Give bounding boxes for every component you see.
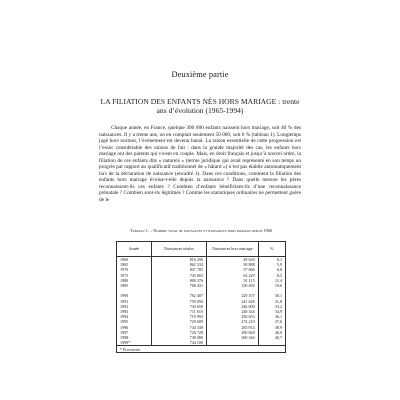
cell-out-of-wedlock: 91 115 [207, 278, 259, 283]
cell-percent: 31,8 [258, 299, 285, 304]
table-caption-lead: Tableau 1. [129, 228, 150, 233]
cell-total-births: 768 431 [151, 283, 206, 288]
cell-out-of-wedlock: 285 914 [207, 325, 259, 330]
cell-year: 1998 [117, 335, 152, 340]
cell-out-of-wedlock: 49 630 [207, 257, 259, 263]
table-caption [108, 228, 294, 233]
cell-year: 1997 [117, 330, 152, 335]
cell-total-births: 759 056 [151, 299, 206, 304]
cell-out-of-wedlock: 274 210 [207, 319, 259, 324]
cell-percent: 30,1 [258, 293, 285, 298]
cell-out-of-wedlock: 246 000 [207, 304, 259, 309]
cell-out-of-wedlock: 63 429 [207, 273, 259, 278]
cell-percent: 38,9 [258, 325, 285, 330]
cell-total-births: 847 785 [151, 267, 206, 272]
cell-total-births: 710 993 [151, 314, 206, 319]
part-heading: Deuxième partie [171, 70, 229, 79]
cell-total-births: 743 658 [151, 304, 206, 309]
cell-out-of-wedlock: 57 666 [207, 267, 259, 272]
chapter-title: LA FILIATION DES ENFANTS NÉS HORS MARIAGE : trente ans d’évolution (1965-1994) [100, 97, 300, 115]
cell-year: 1995 [117, 319, 152, 324]
cell-percent: 11,4 [258, 278, 285, 283]
cell-total-births: 762 407 [151, 293, 206, 298]
cell-percent: 40,0 [258, 330, 285, 335]
table-header-row [117, 242, 286, 257]
cell-percent: 33,2 [258, 304, 285, 309]
cell-out-of-wedlock: 150 492 [207, 283, 259, 288]
cell-year: 1990 [117, 293, 152, 298]
cell-year: 1991 [117, 299, 152, 304]
cell-year: 1999* [117, 340, 152, 346]
header-year: Année [117, 242, 152, 257]
cell-out-of-wedlock: 229 107 [207, 293, 259, 298]
cell-out-of-wedlock: 50 888 [207, 262, 259, 267]
cell-percent: 8,5 [258, 273, 285, 278]
cell-year: 1975 [117, 273, 152, 278]
births-table [116, 241, 286, 353]
cell-percent: 37,6 [258, 319, 285, 324]
cell-out-of-wedlock: 256 653 [207, 314, 259, 319]
cell-total-births: 738 080 [151, 335, 206, 340]
cell-year: 1993 [117, 309, 152, 314]
cell-total-births: 862 333 [151, 262, 206, 267]
cell-out-of-wedlock: 300 346 [207, 335, 259, 340]
cell-percent: 36,1 [258, 314, 285, 319]
cell-total-births: 729 609 [151, 319, 206, 324]
cell-out-of-wedlock: 241 626 [207, 299, 259, 304]
header-out-of-wedlock: Naissances hors mariage [207, 242, 259, 257]
cell-percent: 40,7 [258, 335, 285, 340]
cell-year: 1965 [117, 262, 152, 267]
cell-year: 1980 [117, 278, 152, 283]
cell-year: 1970 [117, 267, 152, 272]
cell-out-of-wedlock: 248 334 [207, 309, 259, 314]
cell-total-births: 744 100 [151, 340, 206, 346]
header-total-births: Naissances totales [151, 242, 206, 257]
cell-percent: 19,6 [258, 283, 285, 288]
table-caption-text: – Nombre total de naissances et naissances hors mariage depuis 1960 [149, 228, 273, 233]
table-footnote-row [117, 346, 286, 353]
cell-year: 1985 [117, 283, 152, 288]
cell-year: 1994 [117, 314, 152, 319]
cell-percent: 6,8 [258, 267, 285, 272]
cell-total-births: 816 296 [151, 257, 206, 263]
header-percent: % [258, 242, 285, 257]
cell-total-births: 734 338 [151, 325, 206, 330]
body-paragraph: Chaque année, en France, quelque 300 000 enfants naissent hors mariage, soit 40 % des naissances. Il y a trente ans, on en comptait seulement 50 000, soit 6 % (tableau 1). Longtemps jugé hors normes, l’événement est devenu banal. La raison essentielle de cette progression est l’essor considérable des unions de fait : dans la grande majorité des cas, les enfants hors mariage ont des parents qui vivent en couple. Mais, en droit français et jusqu’à nouvel ordre, la filiation de ces enfants dits « naturels » (terme juridique qui avait représenté en son temps un progrès par rapport au qualificatif traditionnel de « bâtard ») n’est pas établie automatiquement lors de la déclaration de naissance (encadré 1). Dans ces conditions, comment la filiation des enfants hors mariage évolue-t-elle depuis la naissance ? Dans quelle mesure les pères reconnaissent-ils ces enfants ? Combien d’enfants bénéficient-ils d’une reconnaissance prénatale ? Combien sont-ils légitimés ? Comme les statistiques ordinaires ne permettent guère de le [99, 125, 301, 204]
cell-percent: 6,1 [258, 257, 285, 263]
cell-year: 1992 [117, 304, 152, 309]
table-body [117, 257, 286, 346]
cell-total-births: 800 376 [151, 278, 206, 283]
cell-year: 1960 [117, 257, 152, 263]
cell-total-births: 745 065 [151, 273, 206, 278]
table-footnote: * Provisoire. [117, 346, 286, 353]
cell-total-births: 726 728 [151, 330, 206, 335]
cell-out-of-wedlock: 290 848 [207, 330, 259, 335]
cell-year: 1996 [117, 325, 152, 330]
cell-percent: 5,9 [258, 262, 285, 267]
cell-total-births: 711 610 [151, 309, 206, 314]
cell-percent: 34,9 [258, 309, 285, 314]
